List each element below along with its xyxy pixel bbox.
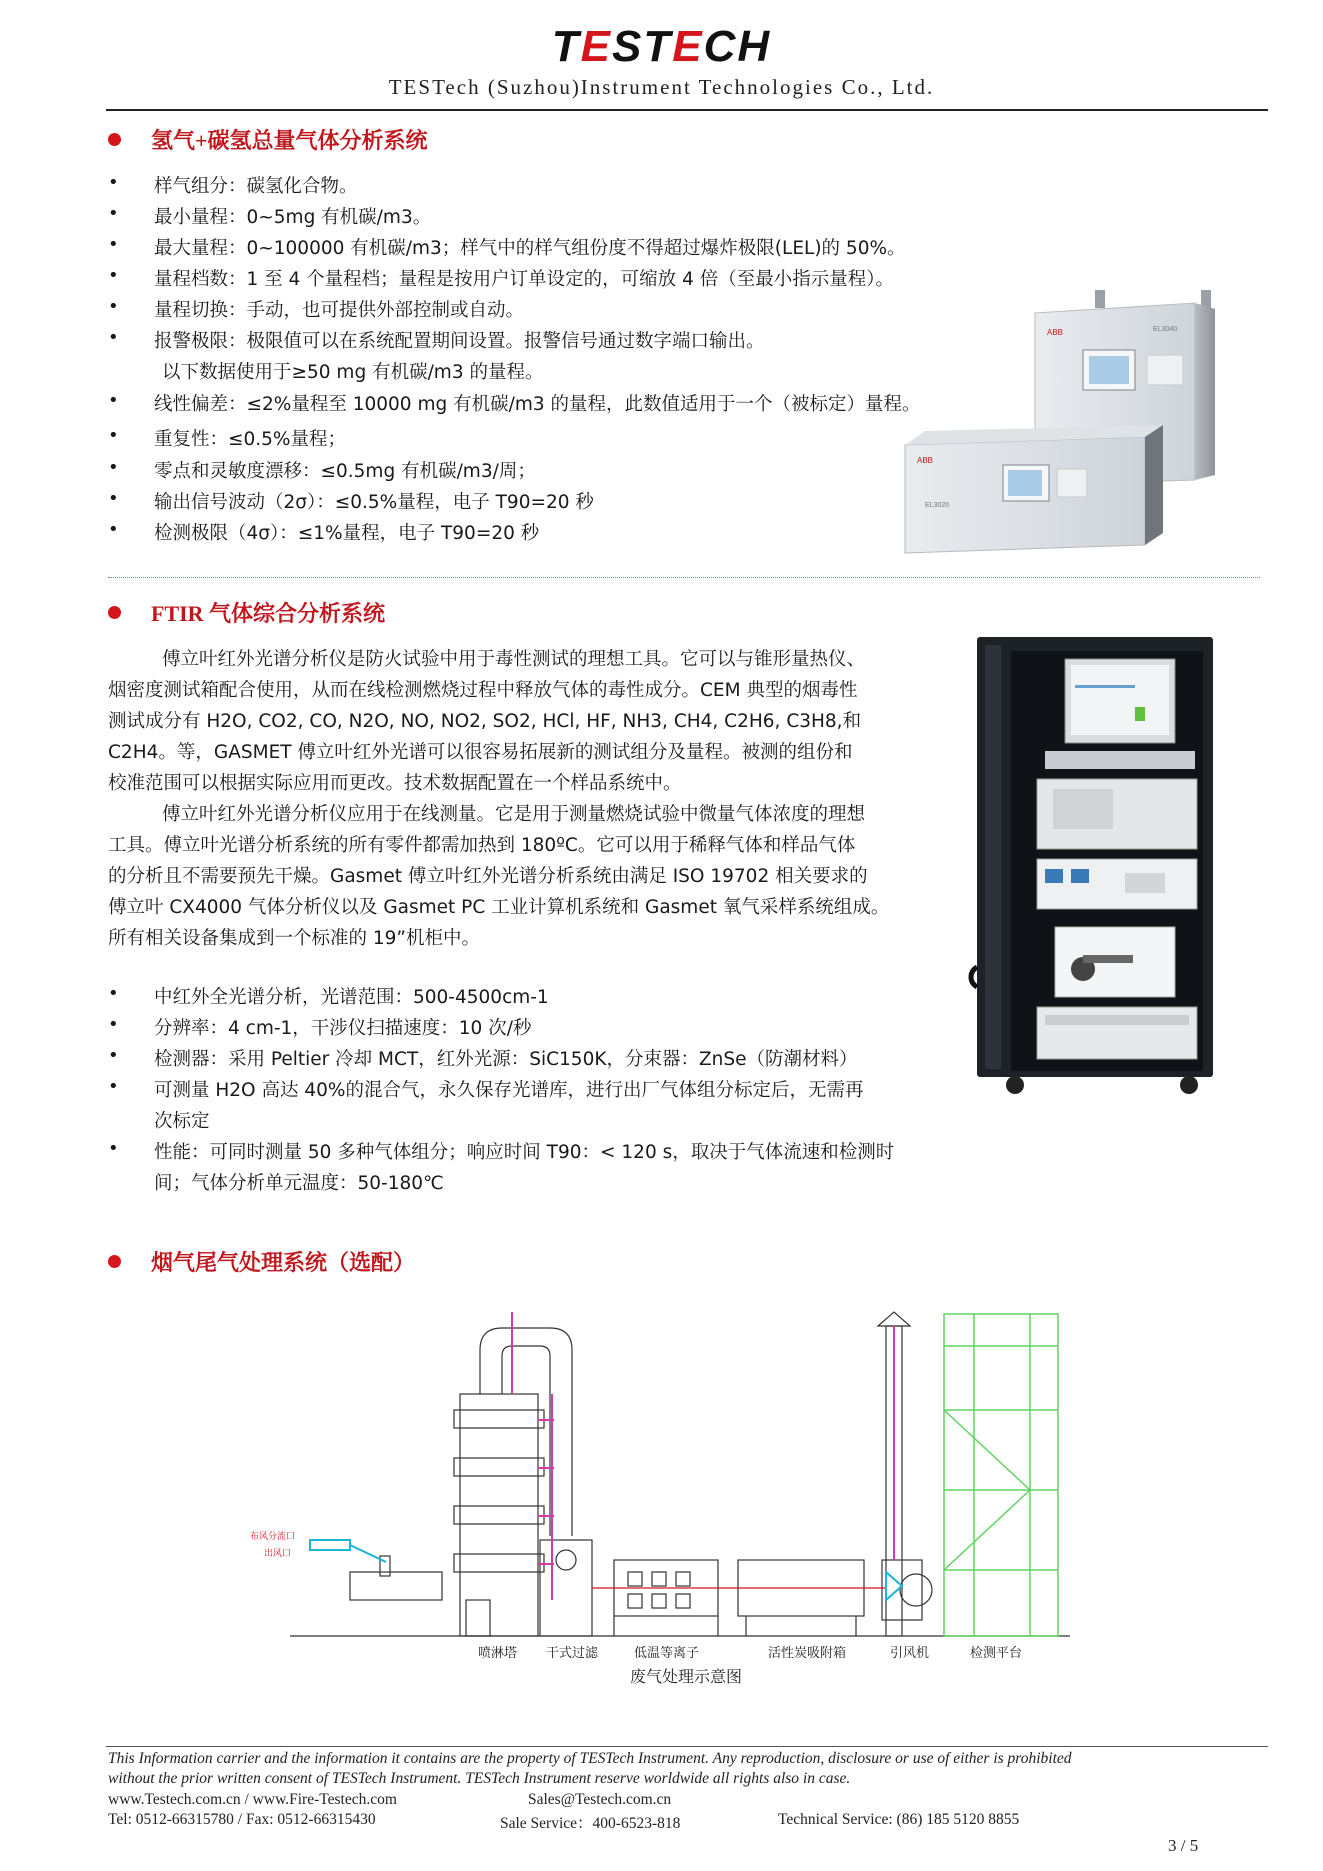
header-divider bbox=[106, 109, 1268, 111]
range-note: 以下数据使用于≥50 mg 有机碳/m3 的量程。 bbox=[162, 362, 544, 383]
paragraph-line: 傅立叶 CX4000 气体分析仪以及 Gasmet PC 工业计算机系统和 Gasmet 氧气采样系统组成。 bbox=[108, 897, 890, 918]
paragraph-line: 工具。傅立叶光谱分析系统的所有零件都需加热到 180ºC。它可以用于稀释气体和样品气体 bbox=[108, 835, 856, 856]
paragraph-line: 测试成分有 H2O, CO2, CO, N2O, NO, NO2, SO2, HCl, HF, NH3, CH4, C2H6, C3H8,和 bbox=[108, 711, 862, 732]
diagram-small-label: 布风分流口 bbox=[250, 1532, 296, 1542]
device-model-label: EL3020 bbox=[925, 502, 950, 509]
paragraph-line: 所有相关设备集成到一个标准的 19”机柜中。 bbox=[108, 928, 481, 949]
tel-fax: Tel: 0512-66315780 / Fax: 0512-66315430 bbox=[108, 1811, 376, 1828]
paragraph-line: 的分析且不需要预先干燥。Gasmet 傅立叶红外光谱分析系统由满足 ISO 19702 相关要求的 bbox=[108, 866, 868, 887]
diagram-label-fan: 引风机 bbox=[890, 1646, 930, 1661]
paragraph-line: 烟密度测试箱配合使用，从而在线检测燃烧过程中释放气体的毒性成分。CEM 典型的烟毒性 bbox=[108, 680, 858, 701]
paragraph-line: 傅立叶红外光谱分析仪是防火试验中用于毒性测试的理想工具。它可以与锥形量热仪、 bbox=[162, 649, 866, 670]
section-divider bbox=[108, 577, 1260, 578]
email-link[interactable]: Sales@Testech.com.cn bbox=[528, 1791, 672, 1808]
footer-divider bbox=[106, 1746, 1268, 1747]
section-title-exhaust: 烟气尾气处理系统（选配） bbox=[108, 1246, 415, 1277]
list-item-continuation: 次标定 bbox=[154, 1111, 210, 1132]
diagram-label-plasma: 低温等离子 bbox=[634, 1646, 700, 1661]
bullet-dot-icon bbox=[108, 1255, 121, 1268]
list-item-continuation: 间；气体分析单元温度：50-180℃ bbox=[154, 1173, 444, 1194]
paragraph-line: 校准范围可以根据实际应用而更改。技术数据配置在一个样品系统中。 bbox=[108, 773, 682, 794]
page-number: 3 / 5 bbox=[1168, 1836, 1199, 1855]
technical-service: Technical Service: (86) 185 5120 8855 bbox=[778, 1811, 1020, 1828]
disclaimer-line: This Information carrier and the information it contains are the property of TESTech Instrument. Any reproduction, disclosure or use of either is prohibited bbox=[108, 1750, 1072, 1767]
company-logo bbox=[0, 22, 1323, 72]
sale-service: Sale Service：400-6523-818 bbox=[500, 1815, 681, 1832]
diagram-label-platform: 检测平台 bbox=[970, 1646, 1023, 1661]
website-link[interactable]: www.Testech.com.cn / www.Fire-Testech.com bbox=[108, 1791, 397, 1808]
device-brand-label: ABB bbox=[1047, 328, 1064, 337]
paragraph-line: 傅立叶红外光谱分析仪应用于在线测量。它是用于测量燃烧试验中微量气体浓度的理想 bbox=[162, 804, 866, 825]
device-model-label: EL3040 bbox=[1153, 326, 1178, 333]
diagram-label-spray-tower: 喷淋塔 bbox=[478, 1646, 518, 1661]
diagram-label-carbon: 活性炭吸附箱 bbox=[768, 1646, 847, 1661]
logo-text: TESTECH bbox=[551, 22, 772, 71]
ftir-cabinet-image bbox=[975, 637, 1215, 1097]
paragraph-line: C2H4。等，GASMET 傅立叶红外光谱可以很容易拓展新的测试组分及量程。被测的组份和 bbox=[108, 742, 853, 763]
bullet-dot-icon bbox=[108, 133, 121, 146]
disclaimer-line: without the prior written consent of TESTech Instrument. TESTech Instrument reserve worldwide all rights also in case. bbox=[108, 1770, 851, 1787]
diagram-title: 废气处理示意图 bbox=[630, 1667, 743, 1686]
bullet-dot-icon bbox=[108, 606, 121, 619]
diagram-small-label: 出风口 bbox=[264, 1549, 292, 1559]
company-name: TESTech (Suzhou)Instrument Technologies Co., Ltd. bbox=[388, 75, 935, 99]
device-brand-label: ABB bbox=[917, 456, 934, 465]
diagram-label-dry-filter: 干式过滤 bbox=[546, 1646, 599, 1661]
section-title-hydrocarbon: 氢气+碳氢总量气体分析系统 bbox=[108, 124, 428, 155]
analyzer-devices-image bbox=[895, 285, 1235, 555]
exhaust-treatment-diagram bbox=[250, 1310, 1070, 1640]
section-title-ftir: FTIR 气体综合分析系统 bbox=[108, 597, 385, 628]
